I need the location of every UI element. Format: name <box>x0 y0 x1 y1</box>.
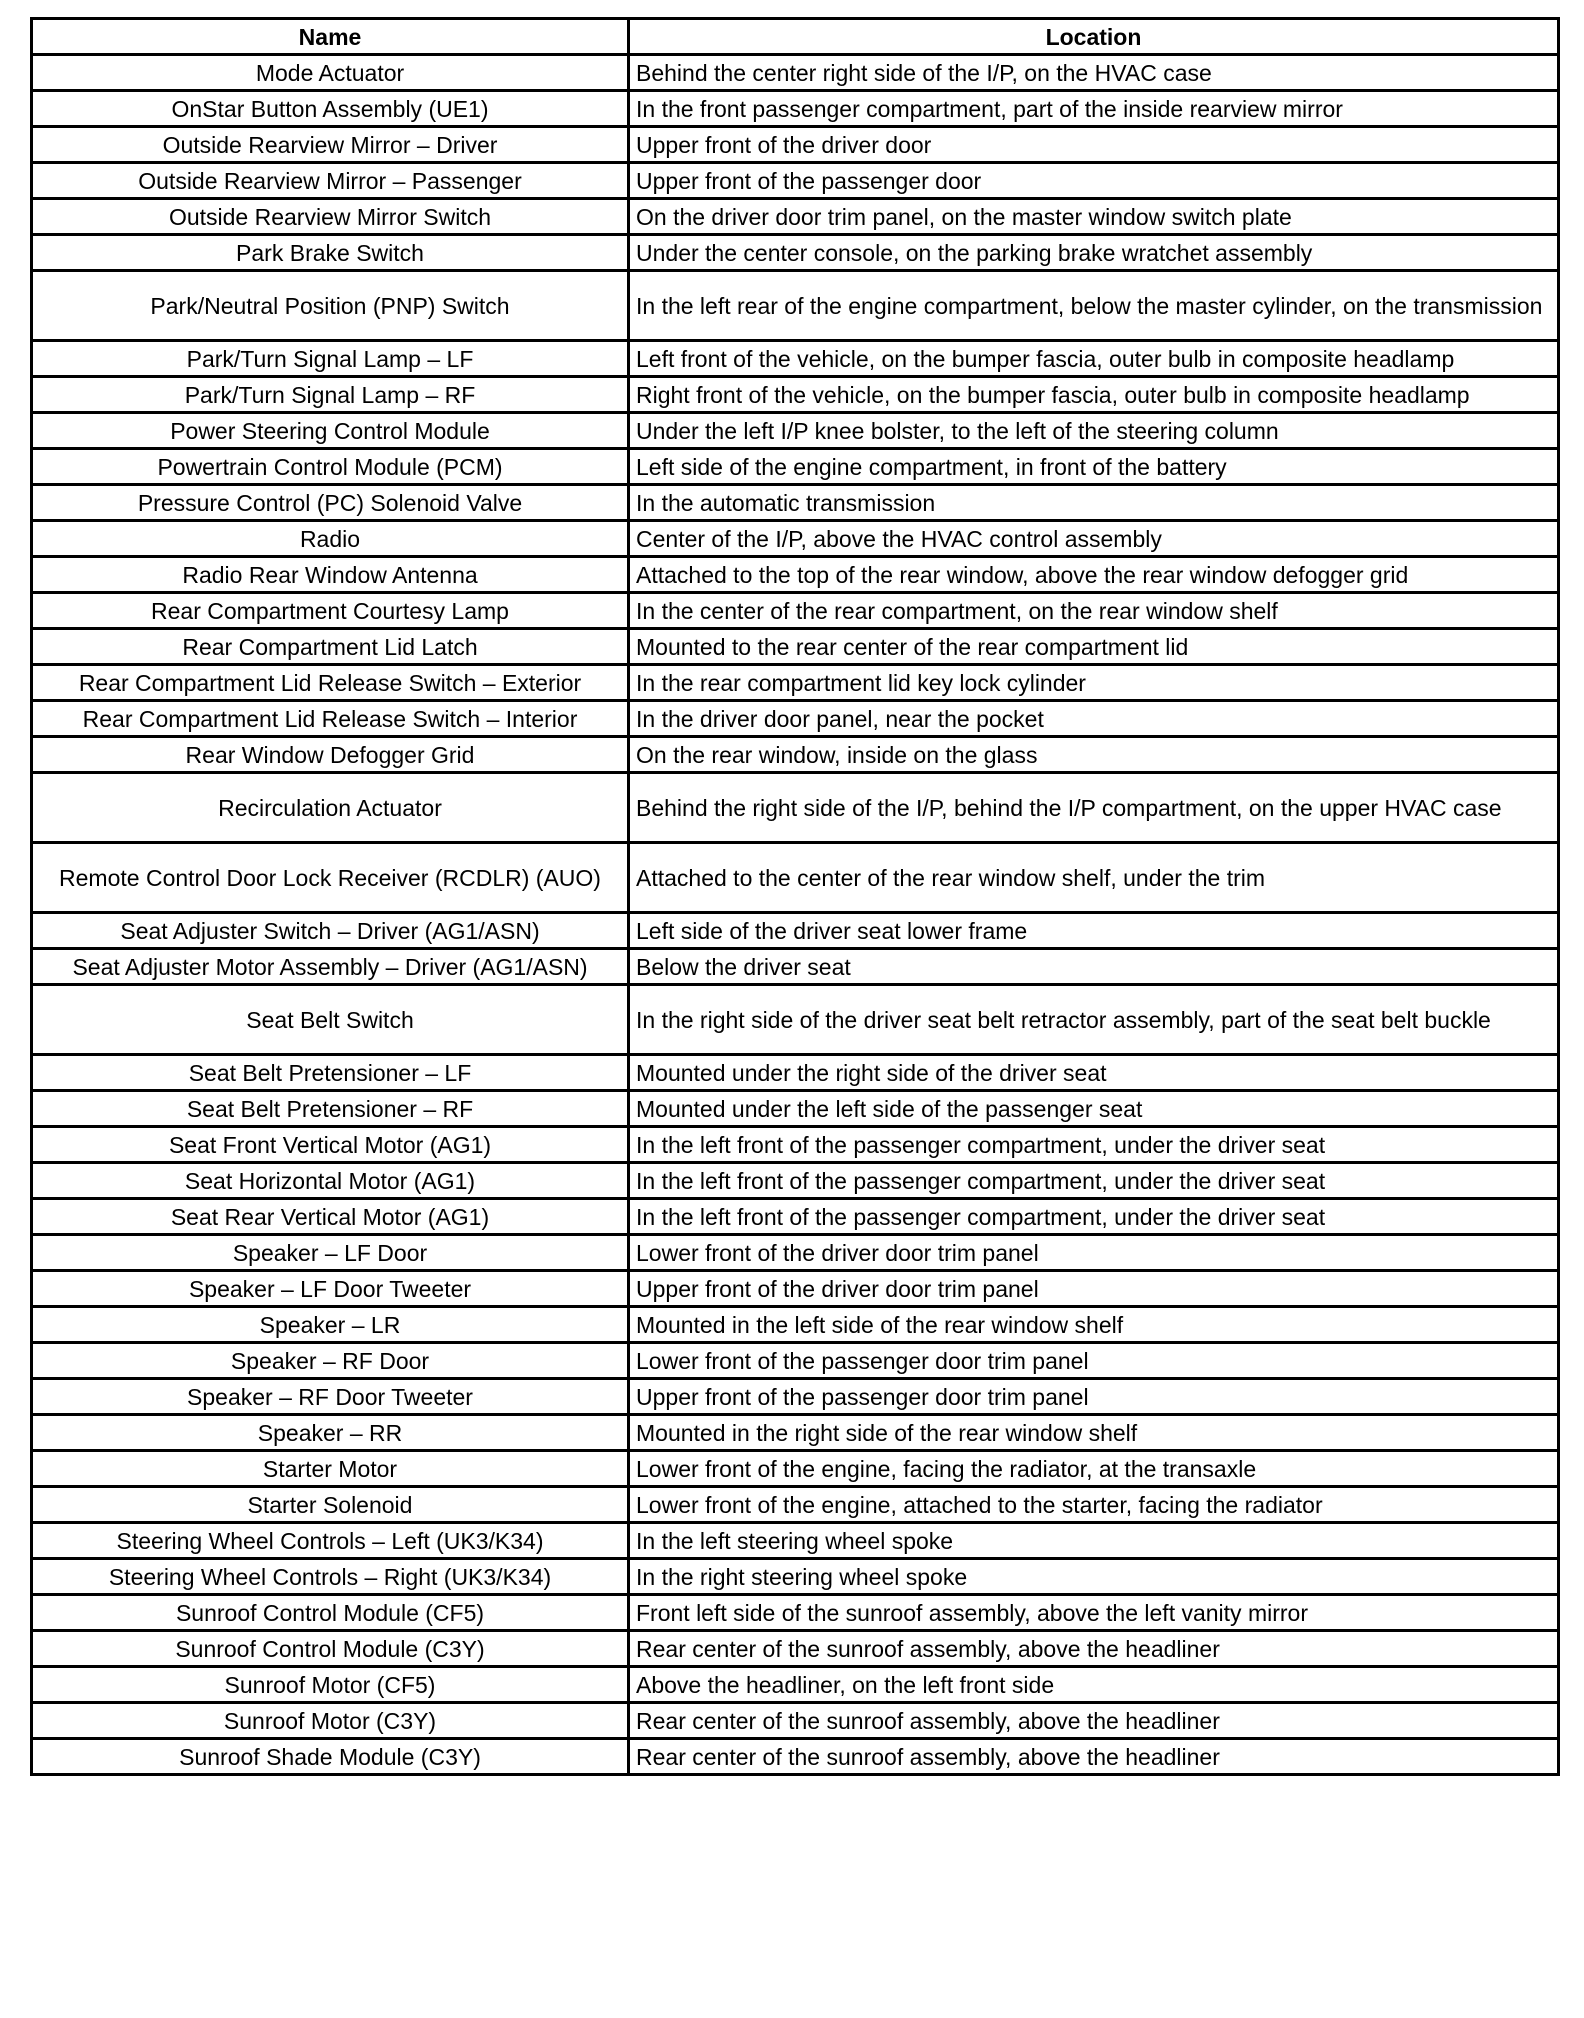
component-location: Rear center of the sunroof assembly, above the headliner <box>629 1703 1559 1739</box>
table-row <box>32 91 1559 127</box>
component-name: Mode Actuator <box>32 55 629 91</box>
table-row <box>32 341 1559 377</box>
component-name: Speaker – RR <box>32 1415 629 1451</box>
component-location: In the left front of the passenger compartment, under the driver seat <box>629 1127 1559 1163</box>
component-location: Above the headliner, on the left front side <box>629 1667 1559 1703</box>
table-row <box>32 1523 1559 1559</box>
component-name: Recirculation Actuator <box>32 773 629 843</box>
component-location: In the left steering wheel spoke <box>629 1523 1559 1559</box>
component-name: Rear Window Defogger Grid <box>32 737 629 773</box>
table-row <box>32 593 1559 629</box>
component-name: Seat Horizontal Motor (AG1) <box>32 1163 629 1199</box>
component-name: Starter Motor <box>32 1451 629 1487</box>
table-row <box>32 949 1559 985</box>
component-name: Seat Adjuster Motor Assembly – Driver (AG1/ASN) <box>32 949 629 985</box>
component-location: Left side of the engine compartment, in front of the battery <box>629 449 1559 485</box>
table-row <box>32 737 1559 773</box>
table-row <box>32 127 1559 163</box>
table-row <box>32 55 1559 91</box>
component-location: In the left rear of the engine compartment, below the master cylinder, on the transmission <box>629 271 1559 341</box>
table-row <box>32 1091 1559 1127</box>
component-location: Upper front of the driver door trim panel <box>629 1271 1559 1307</box>
component-location: Mounted under the right side of the driver seat <box>629 1055 1559 1091</box>
component-location: Mounted under the left side of the passenger seat <box>629 1091 1559 1127</box>
component-location: In the rear compartment lid key lock cylinder <box>629 665 1559 701</box>
table-row <box>32 485 1559 521</box>
table-row <box>32 665 1559 701</box>
component-name: Park/Neutral Position (PNP) Switch <box>32 271 629 341</box>
table-row <box>32 521 1559 557</box>
component-location: In the front passenger compartment, part of the inside rearview mirror <box>629 91 1559 127</box>
table-row <box>32 163 1559 199</box>
component-name: Sunroof Motor (C3Y) <box>32 1703 629 1739</box>
component-location: In the center of the rear compartment, on the rear window shelf <box>629 593 1559 629</box>
component-name: Seat Belt Pretensioner – LF <box>32 1055 629 1091</box>
component-location: In the left front of the passenger compartment, under the driver seat <box>629 1163 1559 1199</box>
component-name: Sunroof Control Module (C3Y) <box>32 1631 629 1667</box>
component-location: Upper front of the passenger door trim panel <box>629 1379 1559 1415</box>
component-name: Sunroof Control Module (CF5) <box>32 1595 629 1631</box>
header-row <box>32 19 1559 55</box>
component-location: Under the center console, on the parking brake wratchet assembly <box>629 235 1559 271</box>
table-row <box>32 773 1559 843</box>
component-name: Rear Compartment Courtesy Lamp <box>32 593 629 629</box>
table-row <box>32 1559 1559 1595</box>
component-name: Seat Rear Vertical Motor (AG1) <box>32 1199 629 1235</box>
table-row <box>32 1379 1559 1415</box>
component-location: Lower front of the passenger door trim panel <box>629 1343 1559 1379</box>
component-location: Rear center of the sunroof assembly, above the headliner <box>629 1739 1559 1775</box>
component-name: Speaker – LF Door Tweeter <box>32 1271 629 1307</box>
component-location: In the driver door panel, near the pocket <box>629 701 1559 737</box>
table-row <box>32 1487 1559 1523</box>
table-row <box>32 985 1559 1055</box>
component-location: Rear center of the sunroof assembly, above the headliner <box>629 1631 1559 1667</box>
component-name: Outside Rearview Mirror – Passenger <box>32 163 629 199</box>
component-name: Steering Wheel Controls – Left (UK3/K34) <box>32 1523 629 1559</box>
table-row <box>32 843 1559 913</box>
table-row <box>32 1343 1559 1379</box>
component-location: Front left side of the sunroof assembly, above the left vanity mirror <box>629 1595 1559 1631</box>
component-name: Sunroof Motor (CF5) <box>32 1667 629 1703</box>
component-name: Sunroof Shade Module (C3Y) <box>32 1739 629 1775</box>
table-row <box>32 1235 1559 1271</box>
component-name: Speaker – RF Door Tweeter <box>32 1379 629 1415</box>
component-location: Lower front of the driver door trim panel <box>629 1235 1559 1271</box>
component-name: Outside Rearview Mirror Switch <box>32 199 629 235</box>
table-row <box>32 235 1559 271</box>
table-row <box>32 557 1559 593</box>
component-name: Steering Wheel Controls – Right (UK3/K34) <box>32 1559 629 1595</box>
header-name: Name <box>32 19 629 55</box>
table-row <box>32 271 1559 341</box>
component-location: Attached to the center of the rear window shelf, under the trim <box>629 843 1559 913</box>
component-name: Radio Rear Window Antenna <box>32 557 629 593</box>
table-row <box>32 449 1559 485</box>
component-location: Upper front of the passenger door <box>629 163 1559 199</box>
table-row <box>32 701 1559 737</box>
component-location: In the automatic transmission <box>629 485 1559 521</box>
component-location: Center of the I/P, above the HVAC control assembly <box>629 521 1559 557</box>
component-name: Speaker – LR <box>32 1307 629 1343</box>
component-location: Upper front of the driver door <box>629 127 1559 163</box>
header-location: Location <box>629 19 1559 55</box>
component-name: Radio <box>32 521 629 557</box>
component-location: On the rear window, inside on the glass <box>629 737 1559 773</box>
table-row <box>32 1667 1559 1703</box>
component-location: Mounted in the left side of the rear window shelf <box>629 1307 1559 1343</box>
component-name: Power Steering Control Module <box>32 413 629 449</box>
component-name: Park Brake Switch <box>32 235 629 271</box>
component-location: Right front of the vehicle, on the bumper fascia, outer bulb in composite headlamp <box>629 377 1559 413</box>
table-row <box>32 1415 1559 1451</box>
component-name: Remote Control Door Lock Receiver (RCDLR) (AUO) <box>32 843 629 913</box>
component-name: Starter Solenoid <box>32 1487 629 1523</box>
component-location: Mounted in the right side of the rear window shelf <box>629 1415 1559 1451</box>
table-row <box>32 1271 1559 1307</box>
component-location: In the left front of the passenger compartment, under the driver seat <box>629 1199 1559 1235</box>
component-name: Rear Compartment Lid Latch <box>32 629 629 665</box>
component-name: Seat Belt Switch <box>32 985 629 1055</box>
component-name: Rear Compartment Lid Release Switch – Exterior <box>32 665 629 701</box>
component-location: In the right side of the driver seat belt retractor assembly, part of the seat belt buckle <box>629 985 1559 1055</box>
table-row <box>32 1055 1559 1091</box>
component-location: In the right steering wheel spoke <box>629 1559 1559 1595</box>
table-row <box>32 413 1559 449</box>
component-location: Lower front of the engine, attached to the starter, facing the radiator <box>629 1487 1559 1523</box>
component-name: Seat Adjuster Switch – Driver (AG1/ASN) <box>32 913 629 949</box>
component-location: Below the driver seat <box>629 949 1559 985</box>
table-row <box>32 1595 1559 1631</box>
table-row <box>32 629 1559 665</box>
component-location: Behind the center right side of the I/P, on the HVAC case <box>629 55 1559 91</box>
component-location: On the driver door trim panel, on the master window switch plate <box>629 199 1559 235</box>
table-row <box>32 199 1559 235</box>
component-name: Park/Turn Signal Lamp – RF <box>32 377 629 413</box>
component-location-table <box>30 17 1560 1776</box>
table-body <box>32 55 1559 1775</box>
component-location: Under the left I/P knee bolster, to the left of the steering column <box>629 413 1559 449</box>
table-row <box>32 1739 1559 1775</box>
table-row <box>32 377 1559 413</box>
component-name: Pressure Control (PC) Solenoid Valve <box>32 485 629 521</box>
table-row <box>32 1199 1559 1235</box>
table-row <box>32 1631 1559 1667</box>
table-header <box>32 19 1559 55</box>
component-name: OnStar Button Assembly (UE1) <box>32 91 629 127</box>
component-location: Lower front of the engine, facing the radiator, at the transaxle <box>629 1451 1559 1487</box>
component-name: Park/Turn Signal Lamp – LF <box>32 341 629 377</box>
table-row <box>32 1451 1559 1487</box>
component-location: Behind the right side of the I/P, behind the I/P compartment, on the upper HVAC case <box>629 773 1559 843</box>
table-row <box>32 1127 1559 1163</box>
component-name: Speaker – LF Door <box>32 1235 629 1271</box>
component-name: Seat Belt Pretensioner – RF <box>32 1091 629 1127</box>
table-row <box>32 913 1559 949</box>
component-name: Seat Front Vertical Motor (AG1) <box>32 1127 629 1163</box>
table-row <box>32 1163 1559 1199</box>
component-location: Mounted to the rear center of the rear compartment lid <box>629 629 1559 665</box>
table-row <box>32 1307 1559 1343</box>
component-location: Attached to the top of the rear window, above the rear window defogger grid <box>629 557 1559 593</box>
table-row <box>32 1703 1559 1739</box>
component-name: Speaker – RF Door <box>32 1343 629 1379</box>
component-name: Powertrain Control Module (PCM) <box>32 449 629 485</box>
component-location: Left front of the vehicle, on the bumper fascia, outer bulb in composite headlamp <box>629 341 1559 377</box>
component-location: Left side of the driver seat lower frame <box>629 913 1559 949</box>
component-name: Rear Compartment Lid Release Switch – Interior <box>32 701 629 737</box>
component-name: Outside Rearview Mirror – Driver <box>32 127 629 163</box>
